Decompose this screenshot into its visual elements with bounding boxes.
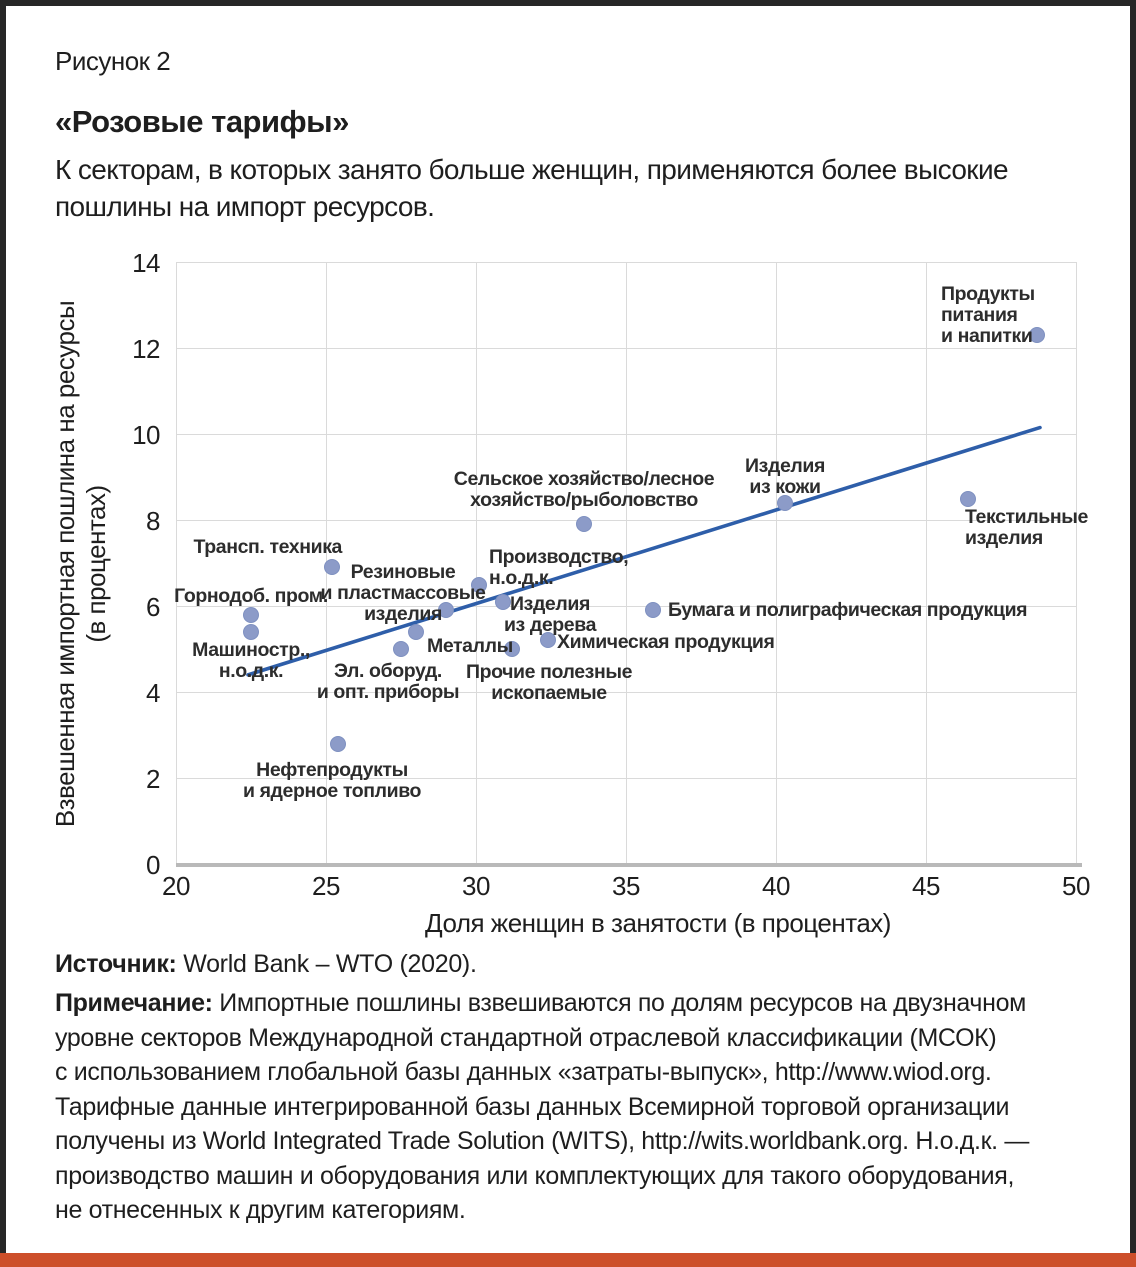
figure-subtitle-line-1: К секторам, в которых занято больше женщин, применяются более высокие [55, 154, 1008, 185]
note-line: получены из World Integrated Trade Solution (WITS), http://wits.worldbank.org. Н.о.д.к. — [55, 1127, 1030, 1155]
y-tick-label: 2 [146, 764, 160, 794]
x-tick-label: 35 [612, 871, 640, 901]
y-tick-label: 0 [146, 850, 160, 880]
figure-title: «Розовые тарифы» [55, 104, 349, 139]
data-point-label: Эл. оборуд. и опт. приборы [316, 660, 460, 703]
data-point-label: Изделия из кожи [745, 454, 825, 498]
data-point-label: Горнодоб. пром. [174, 584, 328, 607]
data-point-label: Металлы [427, 634, 513, 657]
source-text: World Bank – WTO (2020). [183, 950, 477, 978]
y-tick-label: 4 [146, 678, 160, 708]
accent-bar [0, 1253, 1136, 1267]
y-tick-label: 14 [132, 248, 160, 278]
source-label: Источник: [55, 950, 177, 978]
data-point-label: Производство, н.о.д.к. [489, 545, 629, 589]
data-point [960, 491, 976, 507]
data-point [645, 602, 661, 618]
data-point-label: Бумага и полиграфическая продукция [668, 599, 1028, 622]
data-point-label: Трансп. техника [193, 536, 342, 559]
x-tick-label: 40 [762, 871, 790, 901]
y-tick-label: 8 [146, 506, 160, 536]
x-tick-label: 20 [162, 871, 190, 901]
note-line: производство машин и оборудования или комплектующих для такого оборудования, [55, 1161, 1015, 1190]
note-line-1-text: Импортные пошлины взвешиваются по долям ресурсов на двузначном [219, 989, 1026, 1017]
data-point-label: Резиновые и пластмассовые изделия [320, 561, 486, 626]
note-line: уровне секторов Международной стандартной отраслевой классификации (МСОК) [55, 1023, 997, 1052]
data-point [243, 607, 259, 623]
data-point-label: Текстильные изделия [965, 505, 1088, 549]
note-line: Тарифные данные интегрированной базы данных Всемирной торговой организации [55, 1092, 1010, 1121]
data-point-label: Нефтепродукты и ядерное топливо [242, 758, 422, 802]
x-tick-label: 30 [462, 871, 490, 901]
data-point-label: Продукты питания и напитки [941, 283, 1035, 348]
data-point-label: Химическая продукция [557, 631, 775, 654]
x-tick-label: 25 [312, 871, 340, 901]
note-line: с использованием глобальной базы данных «затраты-выпуск», http://www.wiod.org. [55, 1058, 992, 1086]
x-gridline [1076, 262, 1077, 864]
y-tick-label: 6 [146, 592, 160, 622]
y-tick-label: 12 [132, 334, 160, 364]
data-point-label: Прочие полезные ископаемые [465, 661, 633, 704]
data-point [576, 516, 592, 532]
data-point [243, 624, 259, 640]
data-point-label: Сельское хозяйство/лесное хозяйство/рыболовство [453, 468, 715, 512]
note-label: Примечание: [55, 989, 213, 1017]
data-point-label: Машиностр., н.о.д.к. [192, 638, 310, 682]
data-point [330, 736, 346, 752]
y-tick-label: 10 [132, 420, 160, 450]
note-block [55, 986, 1029, 1228]
figure-subtitle-line-2: пошлины на импорт ресурсов. [55, 191, 435, 222]
y-axis-title: Взвешенная импортная пошлина на ресурсы (в процентах) [50, 300, 111, 828]
data-point-label: Изделия из дерева [503, 592, 597, 636]
x-tick-label: 45 [912, 871, 940, 901]
data-point [408, 624, 424, 640]
x-tick-label: 50 [1062, 871, 1090, 901]
note-line: не отнесенных к другим категориям. [55, 1196, 466, 1224]
figure-label: Рисунок 2 [55, 46, 171, 76]
note-line [55, 986, 1029, 1021]
x-axis-title: Доля женщин в занятости (в процентах) [425, 908, 891, 938]
data-point [393, 641, 409, 657]
source-line [55, 950, 477, 979]
